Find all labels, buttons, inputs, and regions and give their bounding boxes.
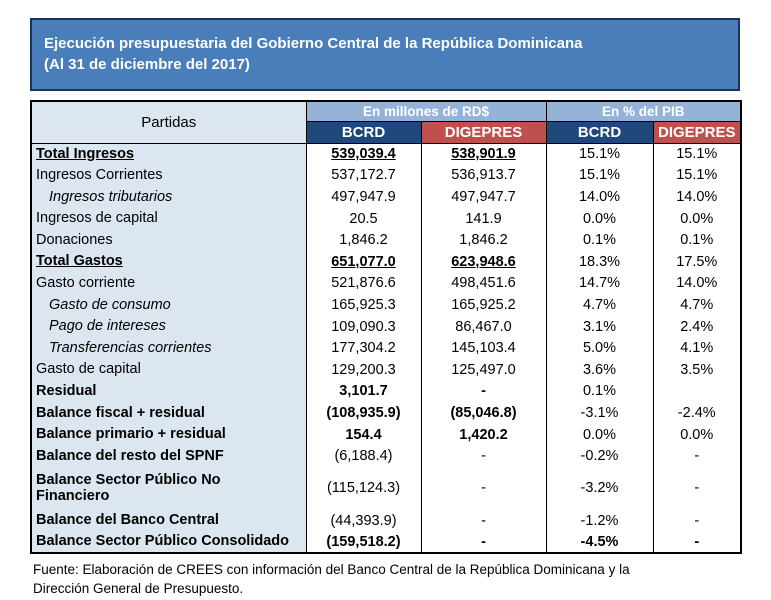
row-label: Ingresos de capital — [31, 208, 306, 230]
value-cell: 3.5% — [653, 359, 741, 381]
table-row — [31, 229, 741, 251]
col-header-digepres-pib: DIGEPRES — [653, 121, 741, 143]
value-cell: 0.1% — [546, 381, 653, 403]
row-label: Ingresos Corrientes — [31, 165, 306, 187]
value-cell: -2.4% — [653, 402, 741, 424]
table-row — [31, 316, 741, 338]
value-cell: 4.1% — [653, 337, 741, 359]
value-cell: (85,046.8) — [421, 402, 546, 424]
value-cell: -3.2% — [546, 467, 653, 510]
value-cell: -0.2% — [546, 445, 653, 467]
value-cell: 521,876.6 — [306, 273, 421, 295]
table-row — [31, 273, 741, 295]
row-label: Total Gastos — [31, 251, 306, 273]
value-cell: - — [421, 510, 546, 532]
value-cell: 165,925.3 — [306, 294, 421, 316]
value-cell: - — [421, 532, 546, 554]
row-label: Gasto de capital — [31, 359, 306, 381]
value-cell: 3,101.7 — [306, 381, 421, 403]
value-cell: - — [421, 445, 546, 467]
report-subtitle: (Al 31 de diciembre del 2017) — [44, 56, 250, 73]
value-cell: 3.1% — [546, 316, 653, 338]
value-cell: -4.5% — [546, 532, 653, 554]
row-label: Balance primario + residual — [31, 424, 306, 446]
value-cell: 623,948.6 — [421, 251, 546, 273]
value-cell: 536,913.7 — [421, 165, 546, 187]
value-cell: 0.0% — [653, 424, 741, 446]
value-cell: 1,846.2 — [421, 229, 546, 251]
value-cell: - — [653, 445, 741, 467]
value-cell: (159,518.2) — [306, 532, 421, 554]
value-cell: 539,039.4 — [306, 143, 421, 165]
table-row — [31, 143, 741, 165]
value-cell: 651,077.0 — [306, 251, 421, 273]
table-row — [31, 165, 741, 187]
table-row — [31, 532, 741, 554]
budget-table — [30, 100, 742, 554]
value-cell: 129,200.3 — [306, 359, 421, 381]
row-label: Balance del Banco Central — [31, 510, 306, 532]
value-cell: 4.7% — [546, 294, 653, 316]
value-cell: 497,947.9 — [306, 186, 421, 208]
value-cell: 2.4% — [653, 316, 741, 338]
table-row — [31, 359, 741, 381]
row-label: Transferencias corrientes — [31, 337, 306, 359]
value-cell: 538,901.9 — [421, 143, 546, 165]
value-cell: - — [653, 532, 741, 554]
row-label: Balance Sector Público No Financiero — [31, 467, 306, 510]
value-cell: (6,188.4) — [306, 445, 421, 467]
table-body — [31, 143, 741, 553]
table-row — [31, 208, 741, 230]
row-label: Donaciones — [31, 229, 306, 251]
value-cell: -3.1% — [546, 402, 653, 424]
col-header-bcrd-millions: BCRD — [306, 121, 421, 143]
value-cell: 15.1% — [653, 165, 741, 187]
value-cell: 1,846.2 — [306, 229, 421, 251]
value-cell: 14.0% — [653, 186, 741, 208]
value-cell: 177,304.2 — [306, 337, 421, 359]
value-cell: (44,393.9) — [306, 510, 421, 532]
table-row — [31, 337, 741, 359]
value-cell: 125,497.0 — [421, 359, 546, 381]
value-cell: 0.0% — [546, 208, 653, 230]
value-cell: 15.1% — [546, 143, 653, 165]
value-cell: 165,925.2 — [421, 294, 546, 316]
row-label: Gasto de consumo — [31, 294, 306, 316]
value-cell: - — [421, 381, 546, 403]
col-header-bcrd-pib: BCRD — [546, 121, 653, 143]
value-cell: 3.6% — [546, 359, 653, 381]
row-label: Pago de intereses — [31, 316, 306, 338]
table-row — [31, 510, 741, 532]
value-cell: (115,124.3) — [306, 467, 421, 510]
source-note: Fuente: Elaboración de CREES con información del Banco Central de la República Dominicana y la Dirección General de Presupuesto. — [33, 562, 630, 597]
value-cell: 154.4 — [306, 424, 421, 446]
value-cell: 141.9 — [421, 208, 546, 230]
value-cell: 145,103.4 — [421, 337, 546, 359]
value-cell: (108,935.9) — [306, 402, 421, 424]
group-header-pib: En % del PIB — [546, 101, 741, 121]
partidas-header: Partidas — [31, 101, 306, 143]
value-cell: 0.0% — [653, 208, 741, 230]
table-row — [31, 424, 741, 446]
value-cell: 0.1% — [546, 229, 653, 251]
value-cell: 20.5 — [306, 208, 421, 230]
value-cell: 1,420.2 — [421, 424, 546, 446]
row-label: Gasto corriente — [31, 273, 306, 295]
value-cell: 0.0% — [546, 424, 653, 446]
value-cell: 14.7% — [546, 273, 653, 295]
value-cell: 14.0% — [546, 186, 653, 208]
table-row — [31, 186, 741, 208]
value-cell: - — [653, 510, 741, 532]
value-cell: 537,172.7 — [306, 165, 421, 187]
report-title: Ejecución presupuestaria del Gobierno Central de la República Dominicana — [44, 35, 583, 52]
table-row — [31, 467, 741, 510]
value-cell: 4.7% — [653, 294, 741, 316]
value-cell: 497,947.7 — [421, 186, 546, 208]
value-cell: 0.1% — [653, 229, 741, 251]
table-row — [31, 294, 741, 316]
row-label: Total Ingresos — [31, 143, 306, 165]
row-label: Residual — [31, 381, 306, 403]
value-cell: - — [421, 467, 546, 510]
table-row — [31, 251, 741, 273]
value-cell: 5.0% — [546, 337, 653, 359]
table-row — [31, 402, 741, 424]
value-cell: - — [653, 467, 741, 510]
value-cell: 86,467.0 — [421, 316, 546, 338]
row-label: Balance del resto del SPNF — [31, 445, 306, 467]
row-label: Balance Sector Público Consolidado — [31, 532, 306, 554]
value-cell: 498,451.6 — [421, 273, 546, 295]
value-cell: 18.3% — [546, 251, 653, 273]
title-banner — [30, 18, 740, 91]
col-header-digepres-millions: DIGEPRES — [421, 121, 546, 143]
group-header-row — [31, 101, 741, 121]
group-header-millions: En millones de RD$ — [306, 101, 546, 121]
value-cell: 109,090.3 — [306, 316, 421, 338]
value-cell: 17.5% — [653, 251, 741, 273]
value-cell: 15.1% — [653, 143, 741, 165]
report-container — [30, 18, 740, 598]
table-row — [31, 445, 741, 467]
value-cell: 14.0% — [653, 273, 741, 295]
value-cell: 15.1% — [546, 165, 653, 187]
row-label: Balance fiscal + residual — [31, 402, 306, 424]
value-cell — [653, 381, 741, 403]
table-row — [31, 381, 741, 403]
value-cell: -1.2% — [546, 510, 653, 532]
row-label: Ingresos tributarios — [31, 186, 306, 208]
